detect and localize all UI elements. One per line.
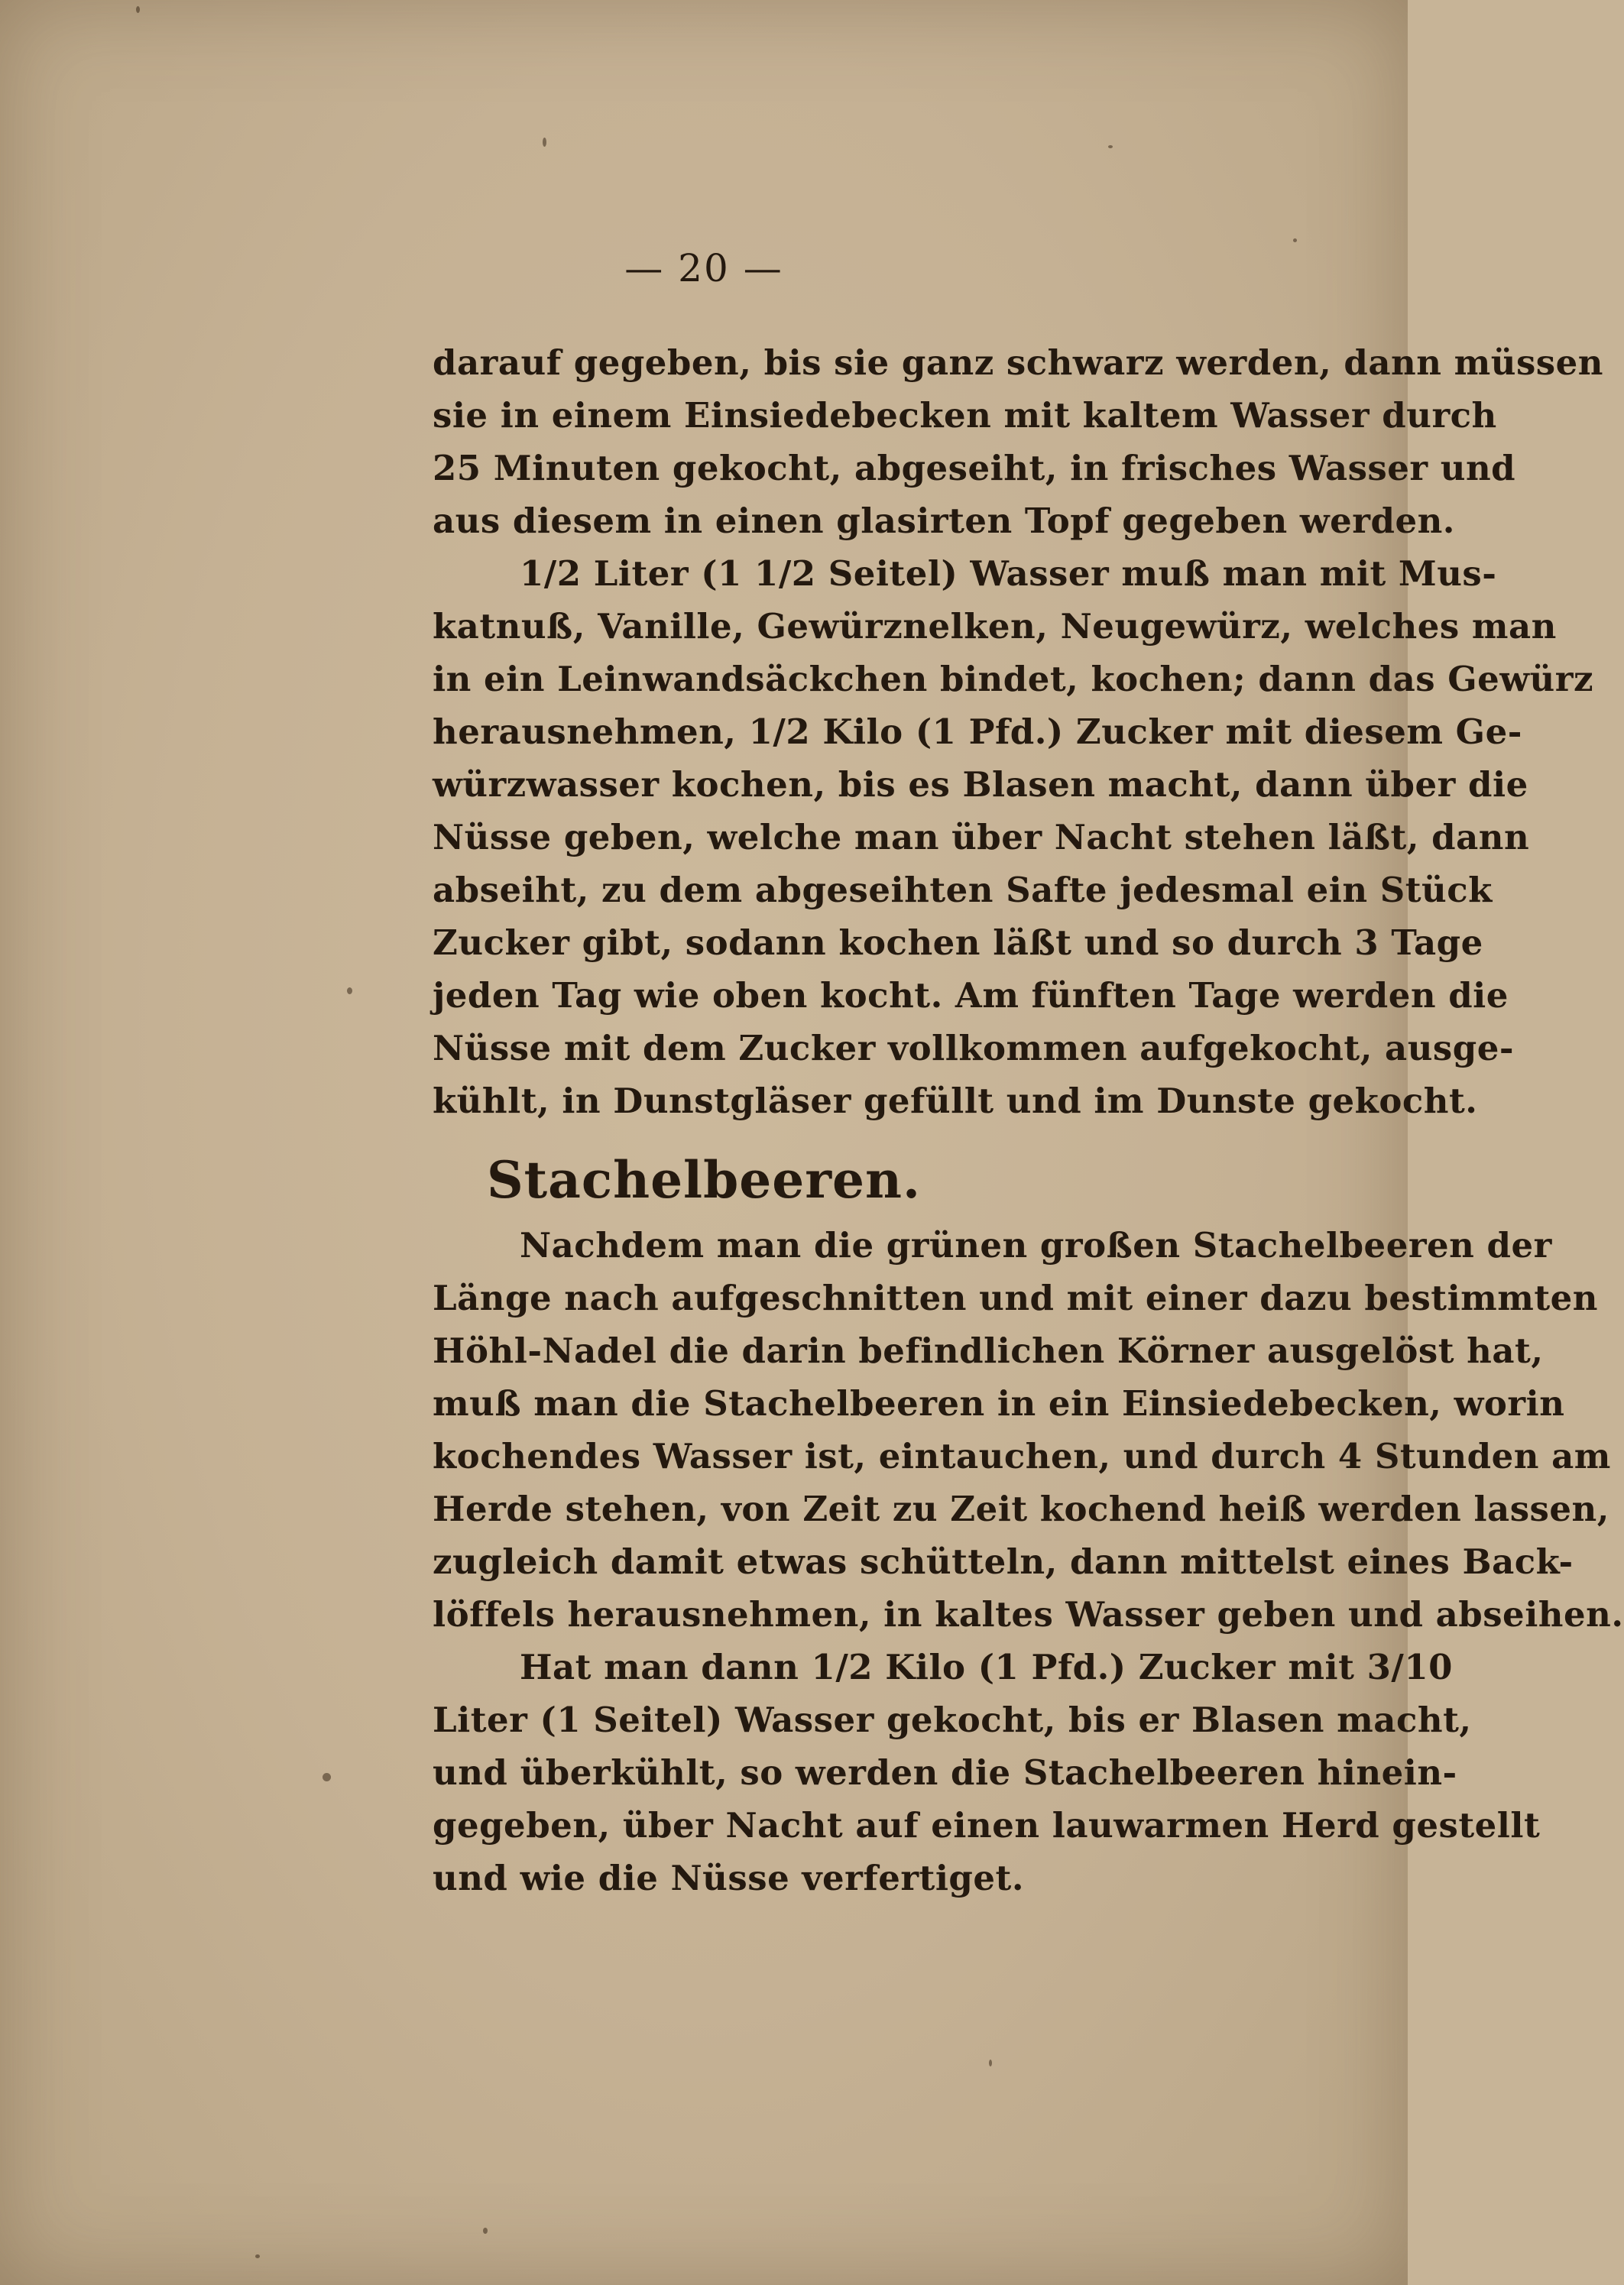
- text-line: 25 Minuten gekocht, abgeseiht, in frisches Wasser und: [433, 448, 1516, 488]
- text-line: in ein Leinwandsäckchen bindet, kochen; dann das Gewürz: [433, 659, 1594, 699]
- paper-speck: [483, 2228, 488, 2234]
- text-line: Höhl-Nadel die darin befindlichen Körner ausgelöst hat,: [433, 1330, 1544, 1371]
- section-heading: Stachelbeeren.: [486, 1150, 921, 1210]
- paper-speck: [989, 2060, 992, 2066]
- text-line: kühlt, in Dunstgläser gefüllt und im Dunste gekocht.: [433, 1081, 1478, 1121]
- paper-speck: [543, 138, 546, 147]
- recipe-text-stachelbeeren: [433, 1219, 1624, 1904]
- page-number: — 20 —: [624, 246, 783, 290]
- text-line: Länge nach aufgeschnitten und mit einer dazu bestimmten: [433, 1278, 1599, 1318]
- text-line: sie in einem Einsiedebecken mit kaltem Wasser durch: [433, 395, 1497, 436]
- paper-speck: [1293, 238, 1297, 242]
- paper-speck: [255, 2254, 260, 2258]
- text-line: löffels herausnehmen, in kaltes Wasser geben und abseihen.: [433, 1594, 1624, 1635]
- text-line: Nachdem man die grünen großen Stachelbeeren der: [520, 1225, 1552, 1266]
- text-line: Herde stehen, von Zeit zu Zeit kochend heiß werden lassen,: [433, 1489, 1609, 1529]
- recipe-text-continued: [433, 336, 1603, 1127]
- text-line: abseiht, zu dem abgeseihten Safte jedesmal ein Stück: [433, 870, 1493, 910]
- text-line: herausnehmen, 1/2 Kilo (1 Pfd.) Zucker mit diesem Ge-: [433, 711, 1522, 752]
- text-line: und wie die Nüsse verfertiget.: [433, 1858, 1024, 1898]
- paper-speck: [1108, 145, 1113, 148]
- paper-speck: [323, 1773, 331, 1781]
- paper-speck: [136, 6, 140, 13]
- text-line: katnuß, Vanille, Gewürznelken, Neugewürz, welches man: [433, 606, 1557, 647]
- text-line: Hat man dann 1/2 Kilo (1 Pfd.) Zucker mit 3/10: [520, 1647, 1453, 1687]
- text-line: würzwasser kochen, bis es Blasen macht, dann über die: [433, 764, 1528, 805]
- text-line: jeden Tag wie oben kocht. Am fünften Tage werden die: [433, 975, 1509, 1016]
- text-line: Nüsse geben, welche man über Nacht stehen läßt, dann: [433, 817, 1530, 857]
- text-line: Liter (1 Seitel) Wasser gekocht, bis er Blasen macht,: [433, 1700, 1472, 1740]
- text-line: zugleich damit etwas schütteln, dann mittelst eines Back-: [433, 1541, 1574, 1582]
- text-line: Zucker gibt, sodann kochen läßt und so durch 3 Tage: [433, 922, 1483, 963]
- text-line: 1/2 Liter (1 1/2 Seitel) Wasser muß man mit Mus-: [520, 553, 1497, 594]
- text-line: darauf gegeben, bis sie ganz schwarz werden, dann müssen: [433, 342, 1603, 383]
- text-line: muß man die Stachelbeeren in ein Einsiedebecken, worin: [433, 1383, 1565, 1424]
- paper-speck: [347, 987, 352, 994]
- text-line: Nüsse mit dem Zucker vollkommen aufgekocht, ausge-: [433, 1028, 1515, 1068]
- text-line: gegeben, über Nacht auf einen lauwarmen Herd gestellt: [433, 1805, 1541, 1846]
- text-line: und überkühlt, so werden die Stachelbeeren hinein-: [433, 1752, 1457, 1793]
- text-line: aus diesem in einen glasirten Topf gegeben werden.: [433, 501, 1455, 541]
- text-line: kochendes Wasser ist, eintauchen, und durch 4 Stunden am: [433, 1436, 1611, 1476]
